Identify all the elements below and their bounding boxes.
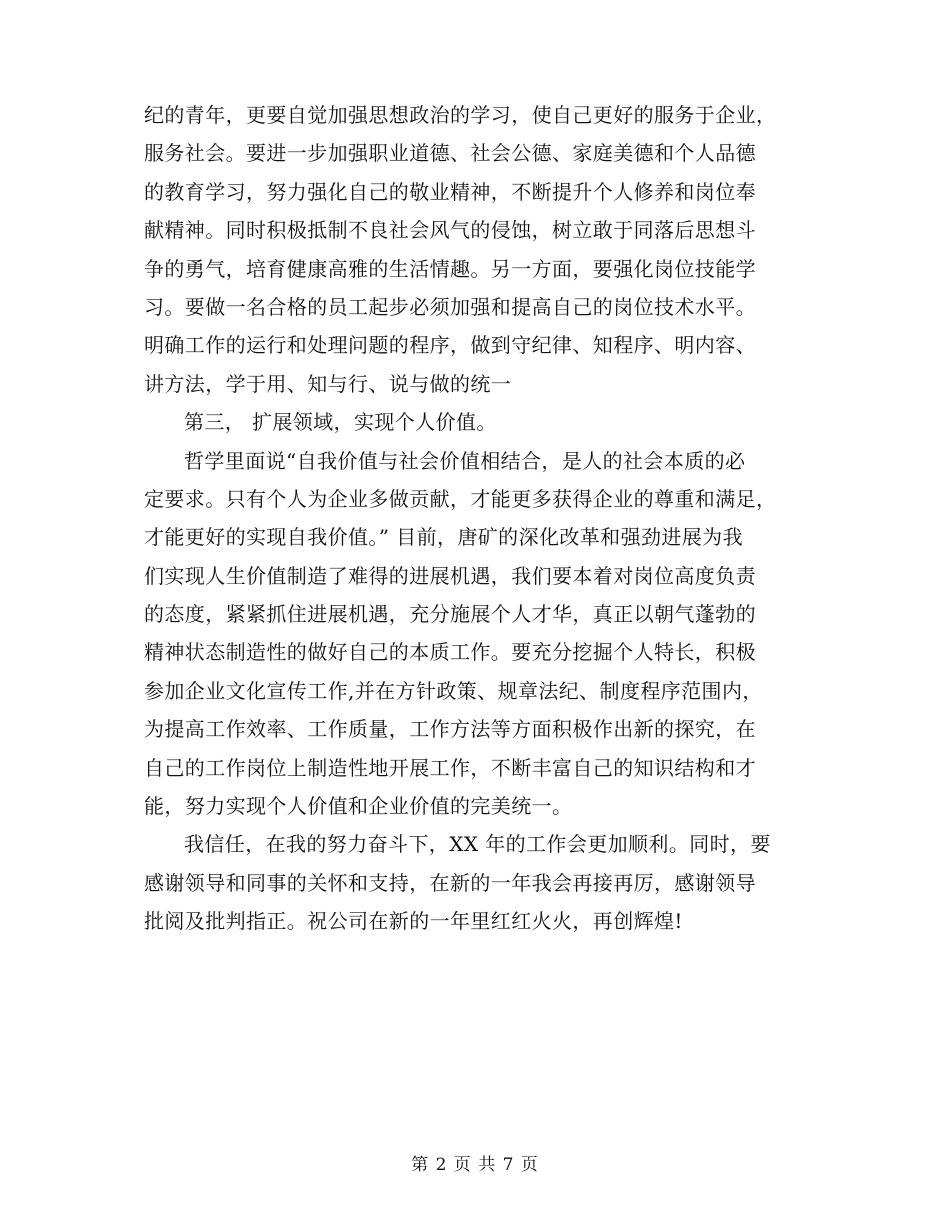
text-line: 的教育学习，努力强化自己的敬业精神，不断提升个人修养和岗位奉 — [144, 179, 756, 204]
document-body — [144, 96, 814, 941]
page-footer: 第 2 页 共 7 页 — [411, 1155, 539, 1175]
text-line: 才能更好的实现自我价值。” 目前，唐矿的深化改革和强劲进展为我 — [144, 525, 743, 550]
text-line: 精神状态制造性的做好自己的本质工作。要充分挖掘个人特长，积极 — [144, 640, 756, 665]
text-line: 定要求。只有个人为企业多做贡献，才能更多获得企业的尊重和满足， — [144, 486, 777, 511]
text-line: 我信任，在我的努力奋斗下，XX 年的工作会更加顺利。同时，要 — [184, 832, 771, 857]
text-line: 第三， 扩展领域，实现个人价值。 — [184, 410, 497, 435]
text-line: 服务社会。要进一步加强职业道德、社会公德、家庭美德和个人品德 — [144, 141, 756, 166]
text-line: 批阅及批判指正。祝公司在新的一年里红红火火，再创辉煌! — [144, 909, 683, 934]
text-line: 献精神。同时积极抵制不良社会风气的侵蚀，树立敢于同落后思想斗 — [144, 218, 756, 243]
text-line: 习。要做一名合格的员工起步必须加强和提高自己的岗位技术水平。 — [144, 294, 756, 319]
text-line: 能，努力实现个人价值和企业价值的完美统一。 — [144, 794, 573, 819]
text-line: 参加企业文化宣传工作,并在方针政策、规章法纪、制度程序范围内， — [144, 678, 763, 703]
text-line: 感谢领导和同事的关怀和支持，在新的一年我会再接再厉，感谢领导 — [144, 870, 756, 895]
text-line: 的态度，紧紧抓住进展机遇，充分施展个人才华，真正以朝气蓬勃的 — [144, 602, 756, 627]
text-line: 自己的工作岗位上制造性地开展工作，不断丰富自己的知识结构和才 — [144, 755, 756, 780]
text-line: 讲方法，学于用、知与行、说与做的统一 — [144, 371, 512, 396]
text-line: 明确工作的运行和处理问题的程序，做到守纪律、知程序、明内容、 — [144, 333, 756, 358]
text-line: 们实现人生价值制造了难得的进展机遇，我们要本着对岗位高度负责 — [144, 563, 756, 588]
text-line: 为提高工作效率、工作质量，工作方法等方面积极作出新的探究，在 — [144, 717, 756, 742]
text-line: 争的勇气，培育健康高雅的生活情趣。另一方面，要强化岗位技能学 — [144, 256, 756, 281]
text-line: 纪的青年，更要自觉加强思想政治的学习，使自己更好的服务于企业， — [144, 103, 777, 127]
text-line: 哲学里面说“自我价值与社会价值相结合，是人的社会本质的必 — [184, 448, 746, 473]
